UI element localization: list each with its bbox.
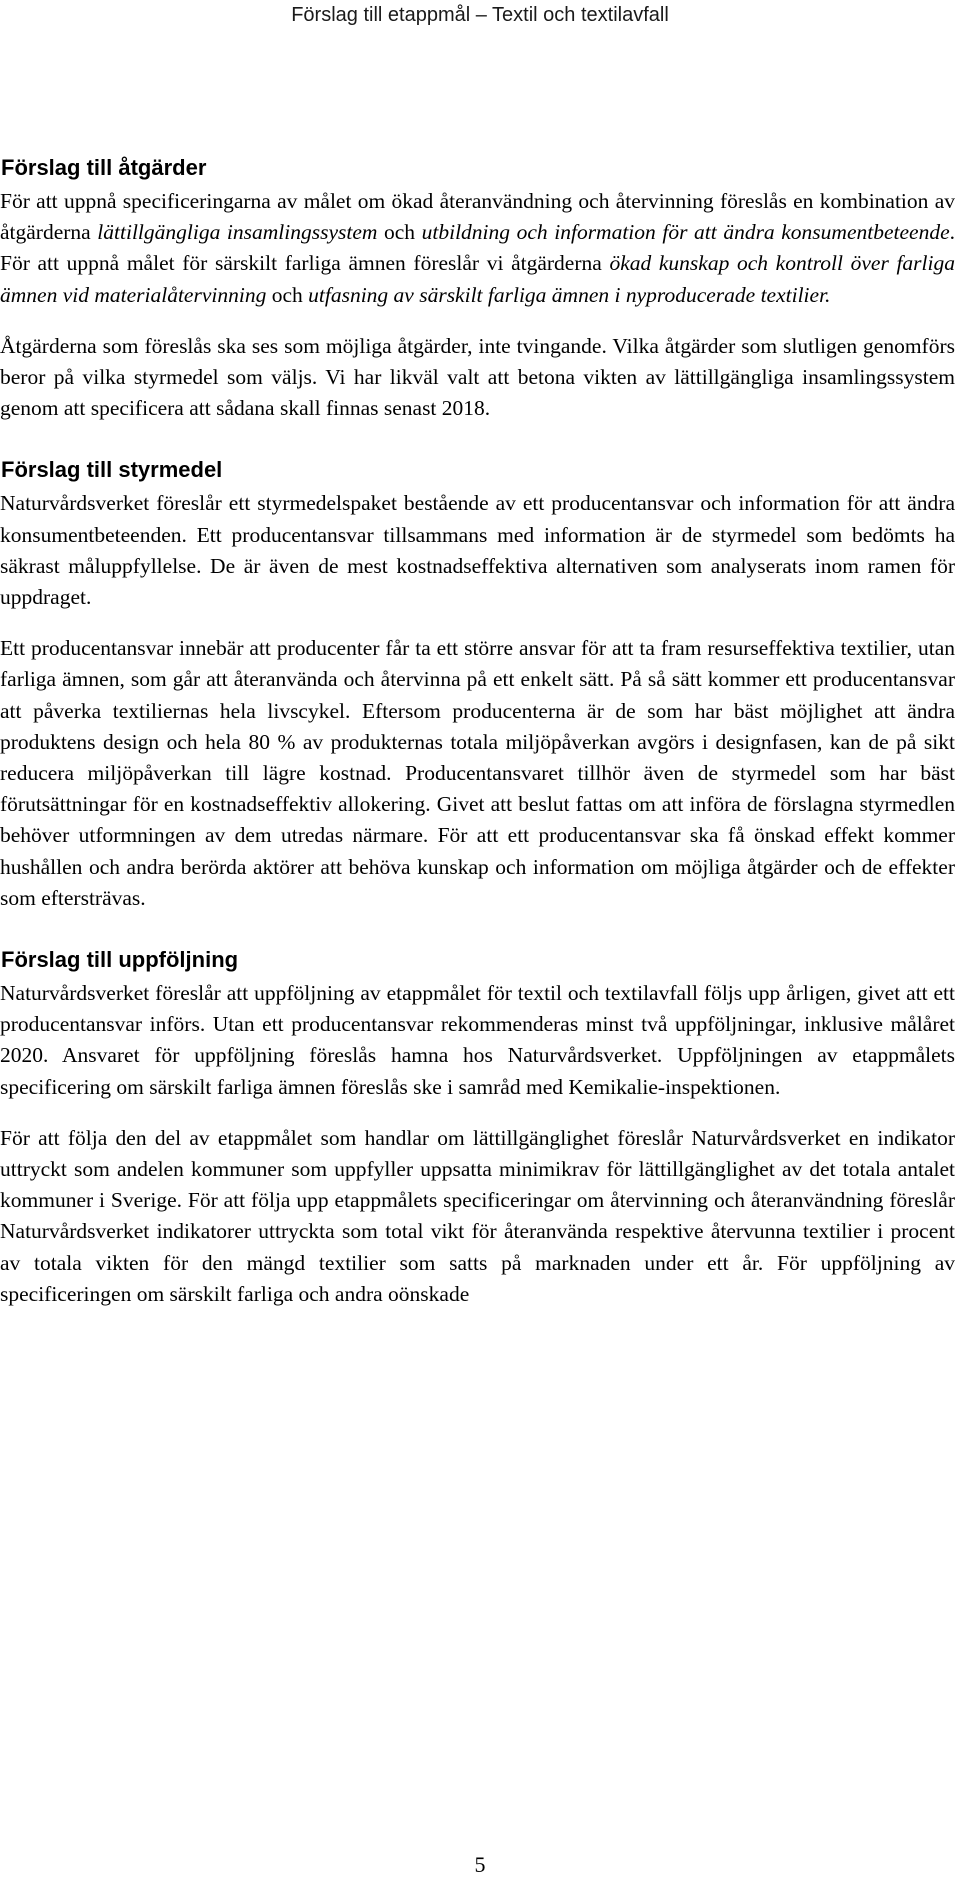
document-body bbox=[0, 152, 960, 1310]
emphasis-span: utfasning av särskilt farliga ämnen i nyproducerade textilier. bbox=[308, 282, 831, 307]
page-number: 5 bbox=[474, 1852, 486, 1877]
text-span: och bbox=[377, 220, 422, 245]
paragraph-styrmedel-2: Ett producentansvar innebär att producenter får ta ett större ansvar för att ta fram resurseffektiva textilier, utan farliga ämnen, som går att återanvända och återvinna på ett enkelt sätt. På så sätt kommer ett producentansvar att påverka textiliernas hela livscykel. Eftersom producenterna är de som har bäst möjlighet att ändra produktens design och hela 80 % av produkternas totala miljöpåverkan avgörs i designfasen, kan de på sikt reducera miljöpåverkan till lägre kostnad. Producentansvaret tillhör även de styrmedel som har bäst förutsättningar för en kostnadseffektiv allokering. Givet att beslut fattas om att införa de förslagna styrmedlen behöver utformningen av dem utredas närmare. För att ett producentansvar ska få önskad effekt kommer hushållen och andra berörda aktörer att behöva kunskap och information om möjliga åtgärder och de effekter som eftersträvas. bbox=[0, 636, 955, 910]
section-heading-atgarder: Förslag till åtgärder bbox=[1, 155, 207, 180]
paragraph-uppfoljning-1: Naturvårdsverket föreslår att uppföljning av etappmålet för textil och textilavfall följs upp årligen, givet att ett producentansvar införs. Utan ett producentansvar rekommenderas minst två uppföljningar, inklusive målåret 2020. Ansvaret för uppföljning föreslås hamna hos Naturvårdsverket. Uppföljningen av etappmålets specificering om särskilt farliga ämnen föreslås ske i samråd med Kemikalie-inspektionen. bbox=[0, 981, 955, 1099]
paragraph-uppfoljning-2: För att följa den del av etappmålet som handlar om lättillgänglighet föreslår Naturvårdsverket en indikator uttryckt som andelen kommuner som uppfyller uppsatta minimikrav för lättillgänglighet av det totala antalet kommuner i Sverige. För att följa upp etappmålets specificeringar om återvinning och återanvändning föreslår Naturvårdsverket indikatorer uttryckta som total vikt för återanvända respektive återvunna textilier i procent av totala vikten för den mängd textilier som satts på marknaden under ett år. För uppföljning av specificeringen om särskilt farliga och andra oönskade bbox=[0, 1125, 955, 1306]
text-span: . För att uppnå målet för särskilt farliga ämnen föreslår vi åtgärderna bbox=[0, 220, 955, 276]
section-heading-styrmedel: Förslag till styrmedel bbox=[1, 457, 223, 483]
emphasis-span: ökad kunskap och kontroll över farliga ämnen vid materialåtervinning bbox=[0, 251, 955, 307]
emphasis-span: utbildning och information för att ändra konsumentbeteende bbox=[421, 220, 950, 245]
paragraph-styrmedel-1: Naturvårdsverket föreslår ett styrmedelspaket bestående av ett producentansvar och information för att ändra konsumentbeteenden. Ett producentansvar tillsammans med information är de styrmedel som bedömts ha säkrast måluppfyllelse. De är även de mest kostnadseffektiva alternativen som analyserats inom ramen för uppdraget. bbox=[0, 491, 955, 610]
paragraph-atgarder-2: Åtgärderna som föreslås ska ses som möjliga åtgärder, inte tvingande. Vilka åtgärder som slutligen genomförs beror på vilka styrmedel som väljs. Vi har likväl valt att betona vikten av lättillgängliga insamlingssystem genom att specificera att sådana skall finnas senast 2018. bbox=[0, 333, 955, 421]
section-heading-uppfoljning: Förslag till uppföljning bbox=[1, 947, 239, 973]
text-span: För att uppnå specificeringarna av målet om ökad återanvändning och återvinning föreslås en kombination av åtgärderna bbox=[0, 189, 955, 245]
emphasis-span: lättillgängliga insamlingssystem bbox=[97, 220, 378, 245]
running-header: Förslag till etappmål – Textil och textilavfall bbox=[291, 4, 669, 26]
paragraph-atgarder-1 bbox=[0, 186, 955, 311]
text-span: och bbox=[266, 282, 309, 307]
